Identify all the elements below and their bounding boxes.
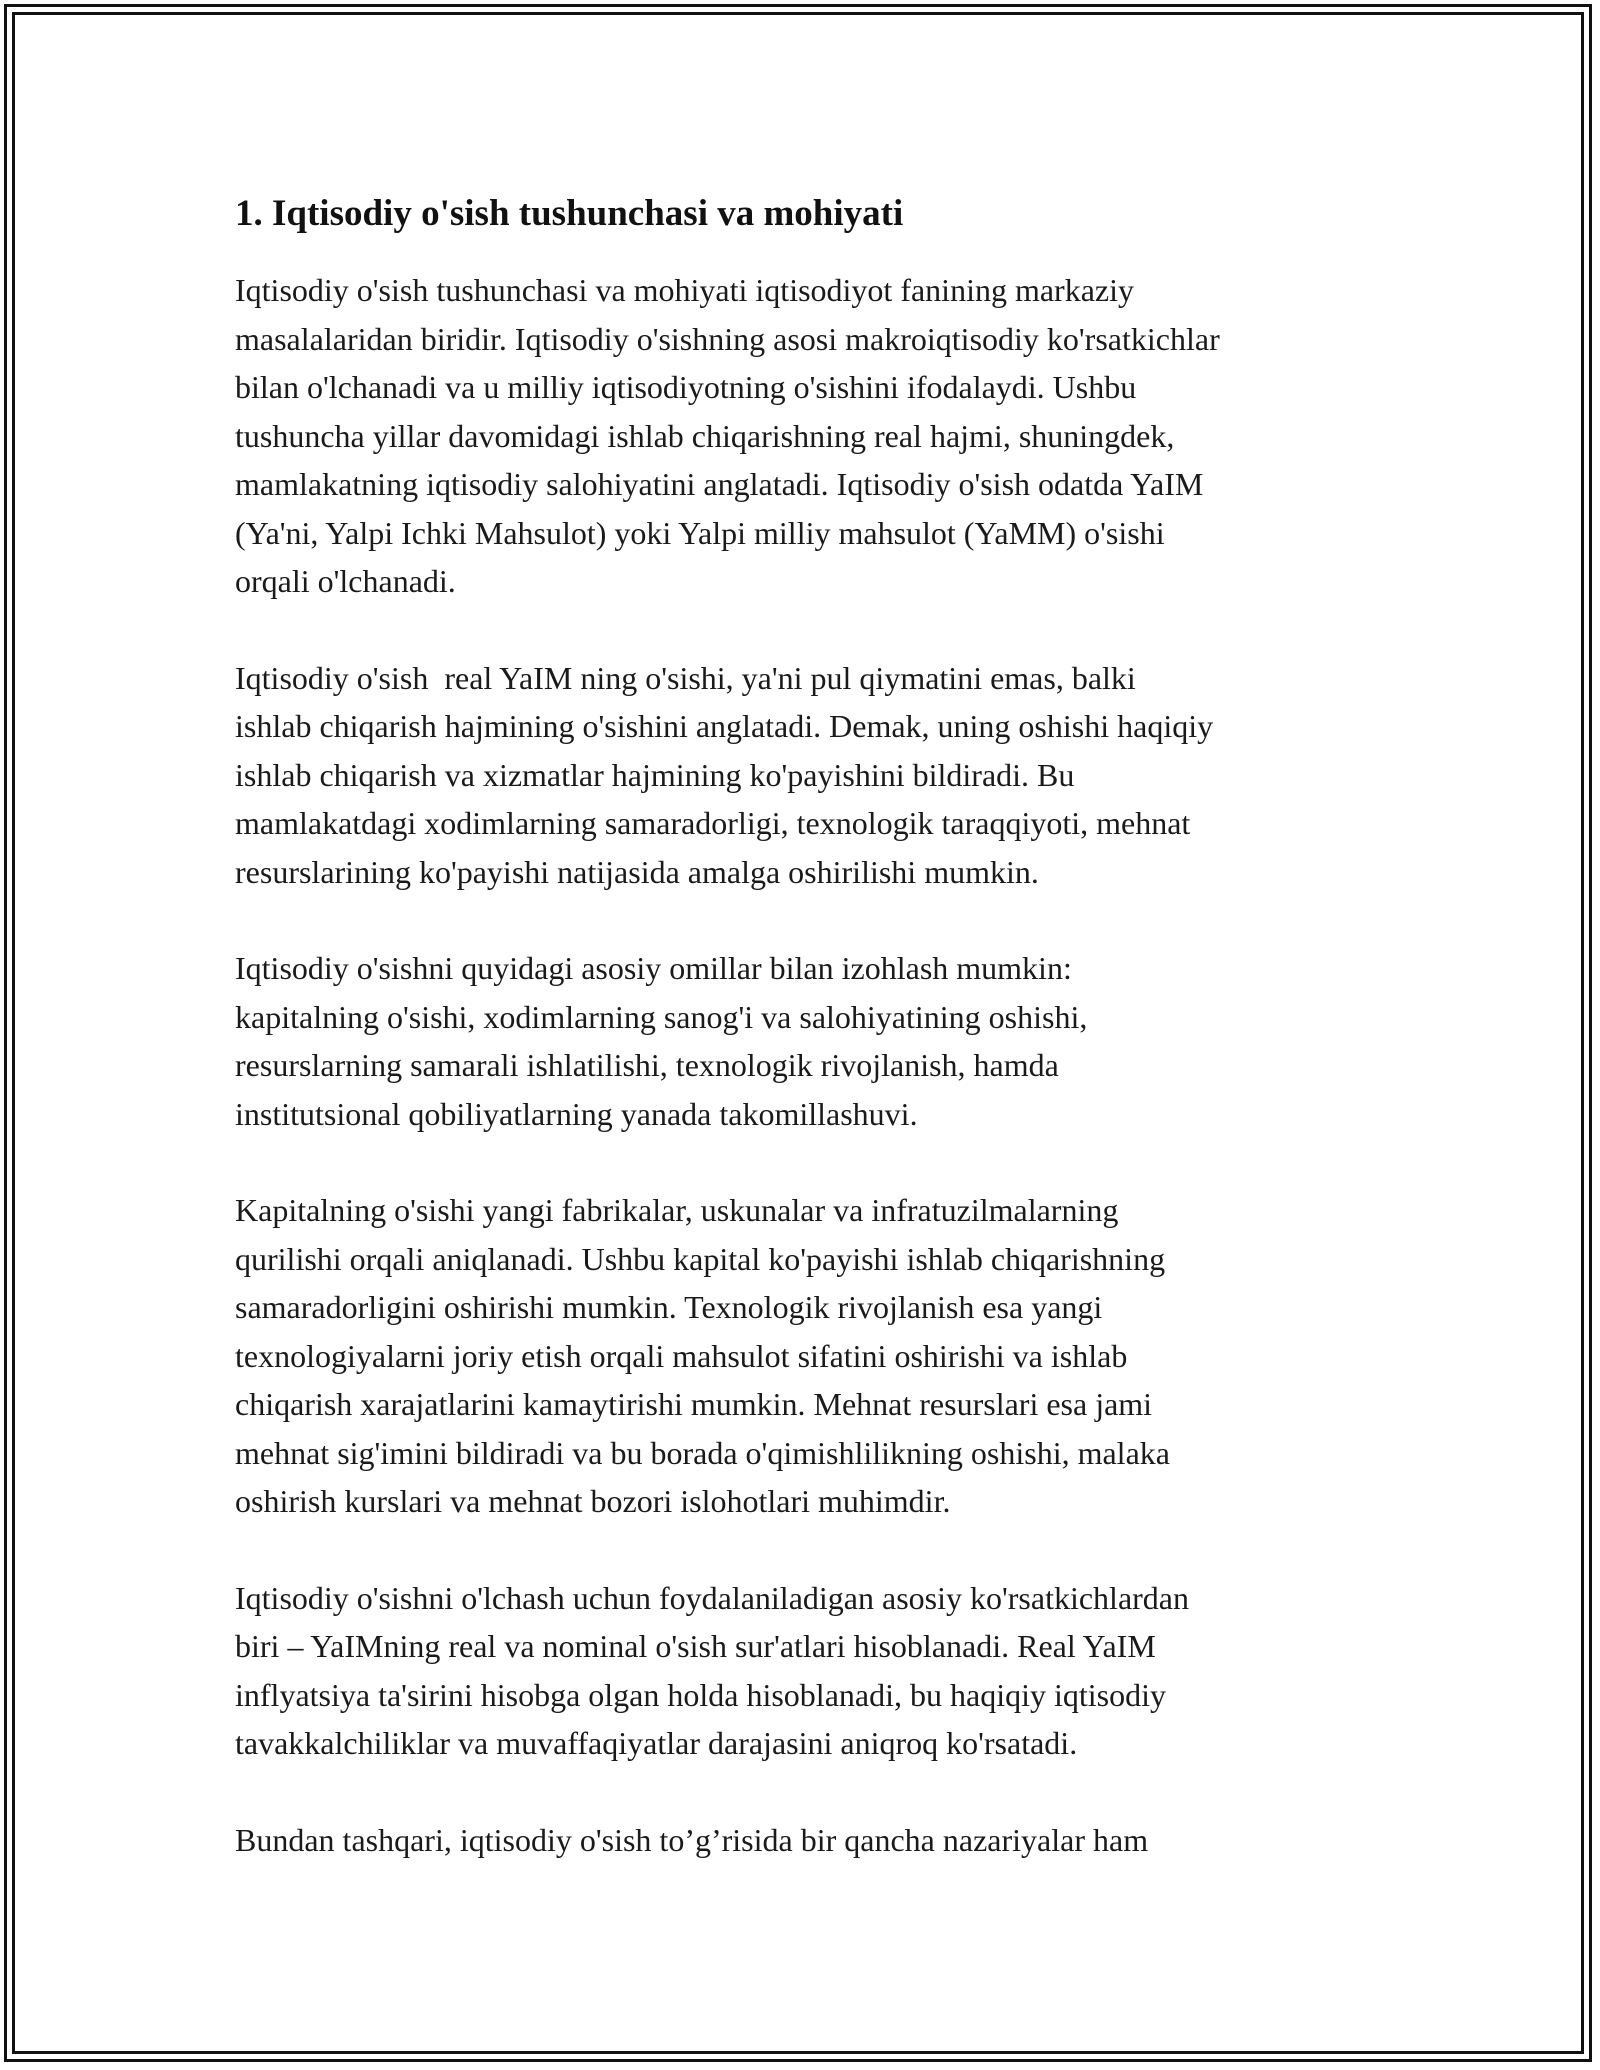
text-line: orqali o'lchanadi. <box>235 563 456 599</box>
text-line: samaradorligini oshirishi mumkin. Texnologik rivojlanish esa yangi <box>235 1289 1103 1325</box>
text-line: institutsional qobiliyatlarning yanada takomillashuvi. <box>235 1095 918 1132</box>
text-line: tavakkalchiliklar va muvaffaqiyatlar darajasini aniqroq ko'rsatadi. <box>235 1725 1078 1761</box>
paragraph <box>235 1186 1385 1526</box>
text-line: kapitalning o'sishi, xodimlarning sanog'i va salohiyatining oshishi, <box>235 998 1088 1035</box>
text-line: Iqtisodiy o'sish tushunchasi va mohiyati iqtisodiyot fanining markaziy <box>235 272 1134 308</box>
text-line: ishlab chiqarish hajmining o'sishini anglatadi. Demak, uning oshishi haqiqiy <box>235 708 1214 744</box>
paragraph <box>235 944 1385 1138</box>
paragraph <box>235 654 1385 897</box>
text-line: ishlab chiqarish va xizmatlar hajmining ko'payishini bildiradi. Bu <box>235 756 1075 793</box>
text-line: inflyatsiya ta'sirini hisobga olgan holda hisoblanadi, bu haqiqiy iqtisodiy <box>235 1676 1166 1713</box>
text-line: Kapitalning o'sishi yangi fabrikalar, uskunalar va infratuzilmalarning <box>235 1192 1119 1228</box>
text-line: resurslarning samarali ishlatilishi, texnologik rivojlanish, hamda <box>235 1047 1059 1083</box>
text-line: mehnat sig'imini bildiradi va bu borada o'qimishlilikning oshishi, malaka <box>235 1434 1170 1471</box>
section-heading: 1. Iqtisodiy o'sish tushunchasi va mohiyati <box>235 193 904 234</box>
text-line: (Ya'ni, Yalpi Ichki Mahsulot) yoki Yalpi milliy mahsulot (YaMM) o'sishi <box>235 514 1165 551</box>
text-line: mamlakatdagi xodimlarning samaradorligi, texnologik taraqqiyoti, mehnat <box>235 805 1191 841</box>
text-line: Iqtisodiy o'sishni quyidagi asosiy omillar bilan izohlash mumkin: <box>235 950 1072 986</box>
paragraph <box>235 266 1385 606</box>
document-body <box>235 188 1385 1912</box>
text-line: qurilishi orqali aniqlanadi. Ushbu kapital ko'payishi ishlab chiqarishning <box>235 1240 1166 1277</box>
text-line: masalalaridan biridir. Iqtisodiy o'sishning asosi makroiqtisodiy ko'rsatkichlar <box>235 320 1220 357</box>
text-line: mamlakatning iqtisodiy salohiyatini anglatadi. Iqtisodiy o'sish odatda YaIM <box>235 466 1204 502</box>
text-line: Iqtisodiy o'sish real YaIM ning o'sishi, ya'ni pul qiymatini emas, balki <box>235 659 1136 696</box>
text-line: Iqtisodiy o'sishni o'lchash uchun foydalaniladigan asosiy ko'rsatkichlardan <box>235 1579 1189 1616</box>
text-line: Bundan tashqari, iqtisodiy o'sish to’g’risida bir qancha nazariyalar ham <box>235 1821 1149 1858</box>
text-line: chiqarish xarajatlarini kamaytirishi mumkin. Mehnat resurslari esa jami <box>235 1386 1153 1422</box>
text-line: bilan o'lchanadi va u milliy iqtisodiyotning o'sishini ifodalaydi. Ushbu <box>235 369 1137 405</box>
text-line: biri – YaIMning real va nominal o'sish sur'atlari hisoblanadi. Real YaIM <box>235 1628 1156 1664</box>
text-line: tushuncha yillar davomidagi ishlab chiqarishning real hajmi, shuningdek, <box>235 417 1175 454</box>
text-line: texnologiyalarni joriy etish orqali mahsulot sifatini oshirishi va ishlab <box>235 1337 1128 1374</box>
text-line: resurslarining ko'payishi natijasida amalga oshirilishi mumkin. <box>235 853 1039 890</box>
text-line: oshirish kurslari va mehnat bozori islohotlari muhimdir. <box>235 1483 951 1519</box>
paragraph <box>235 1574 1385 1768</box>
paragraph <box>235 1816 1385 1865</box>
